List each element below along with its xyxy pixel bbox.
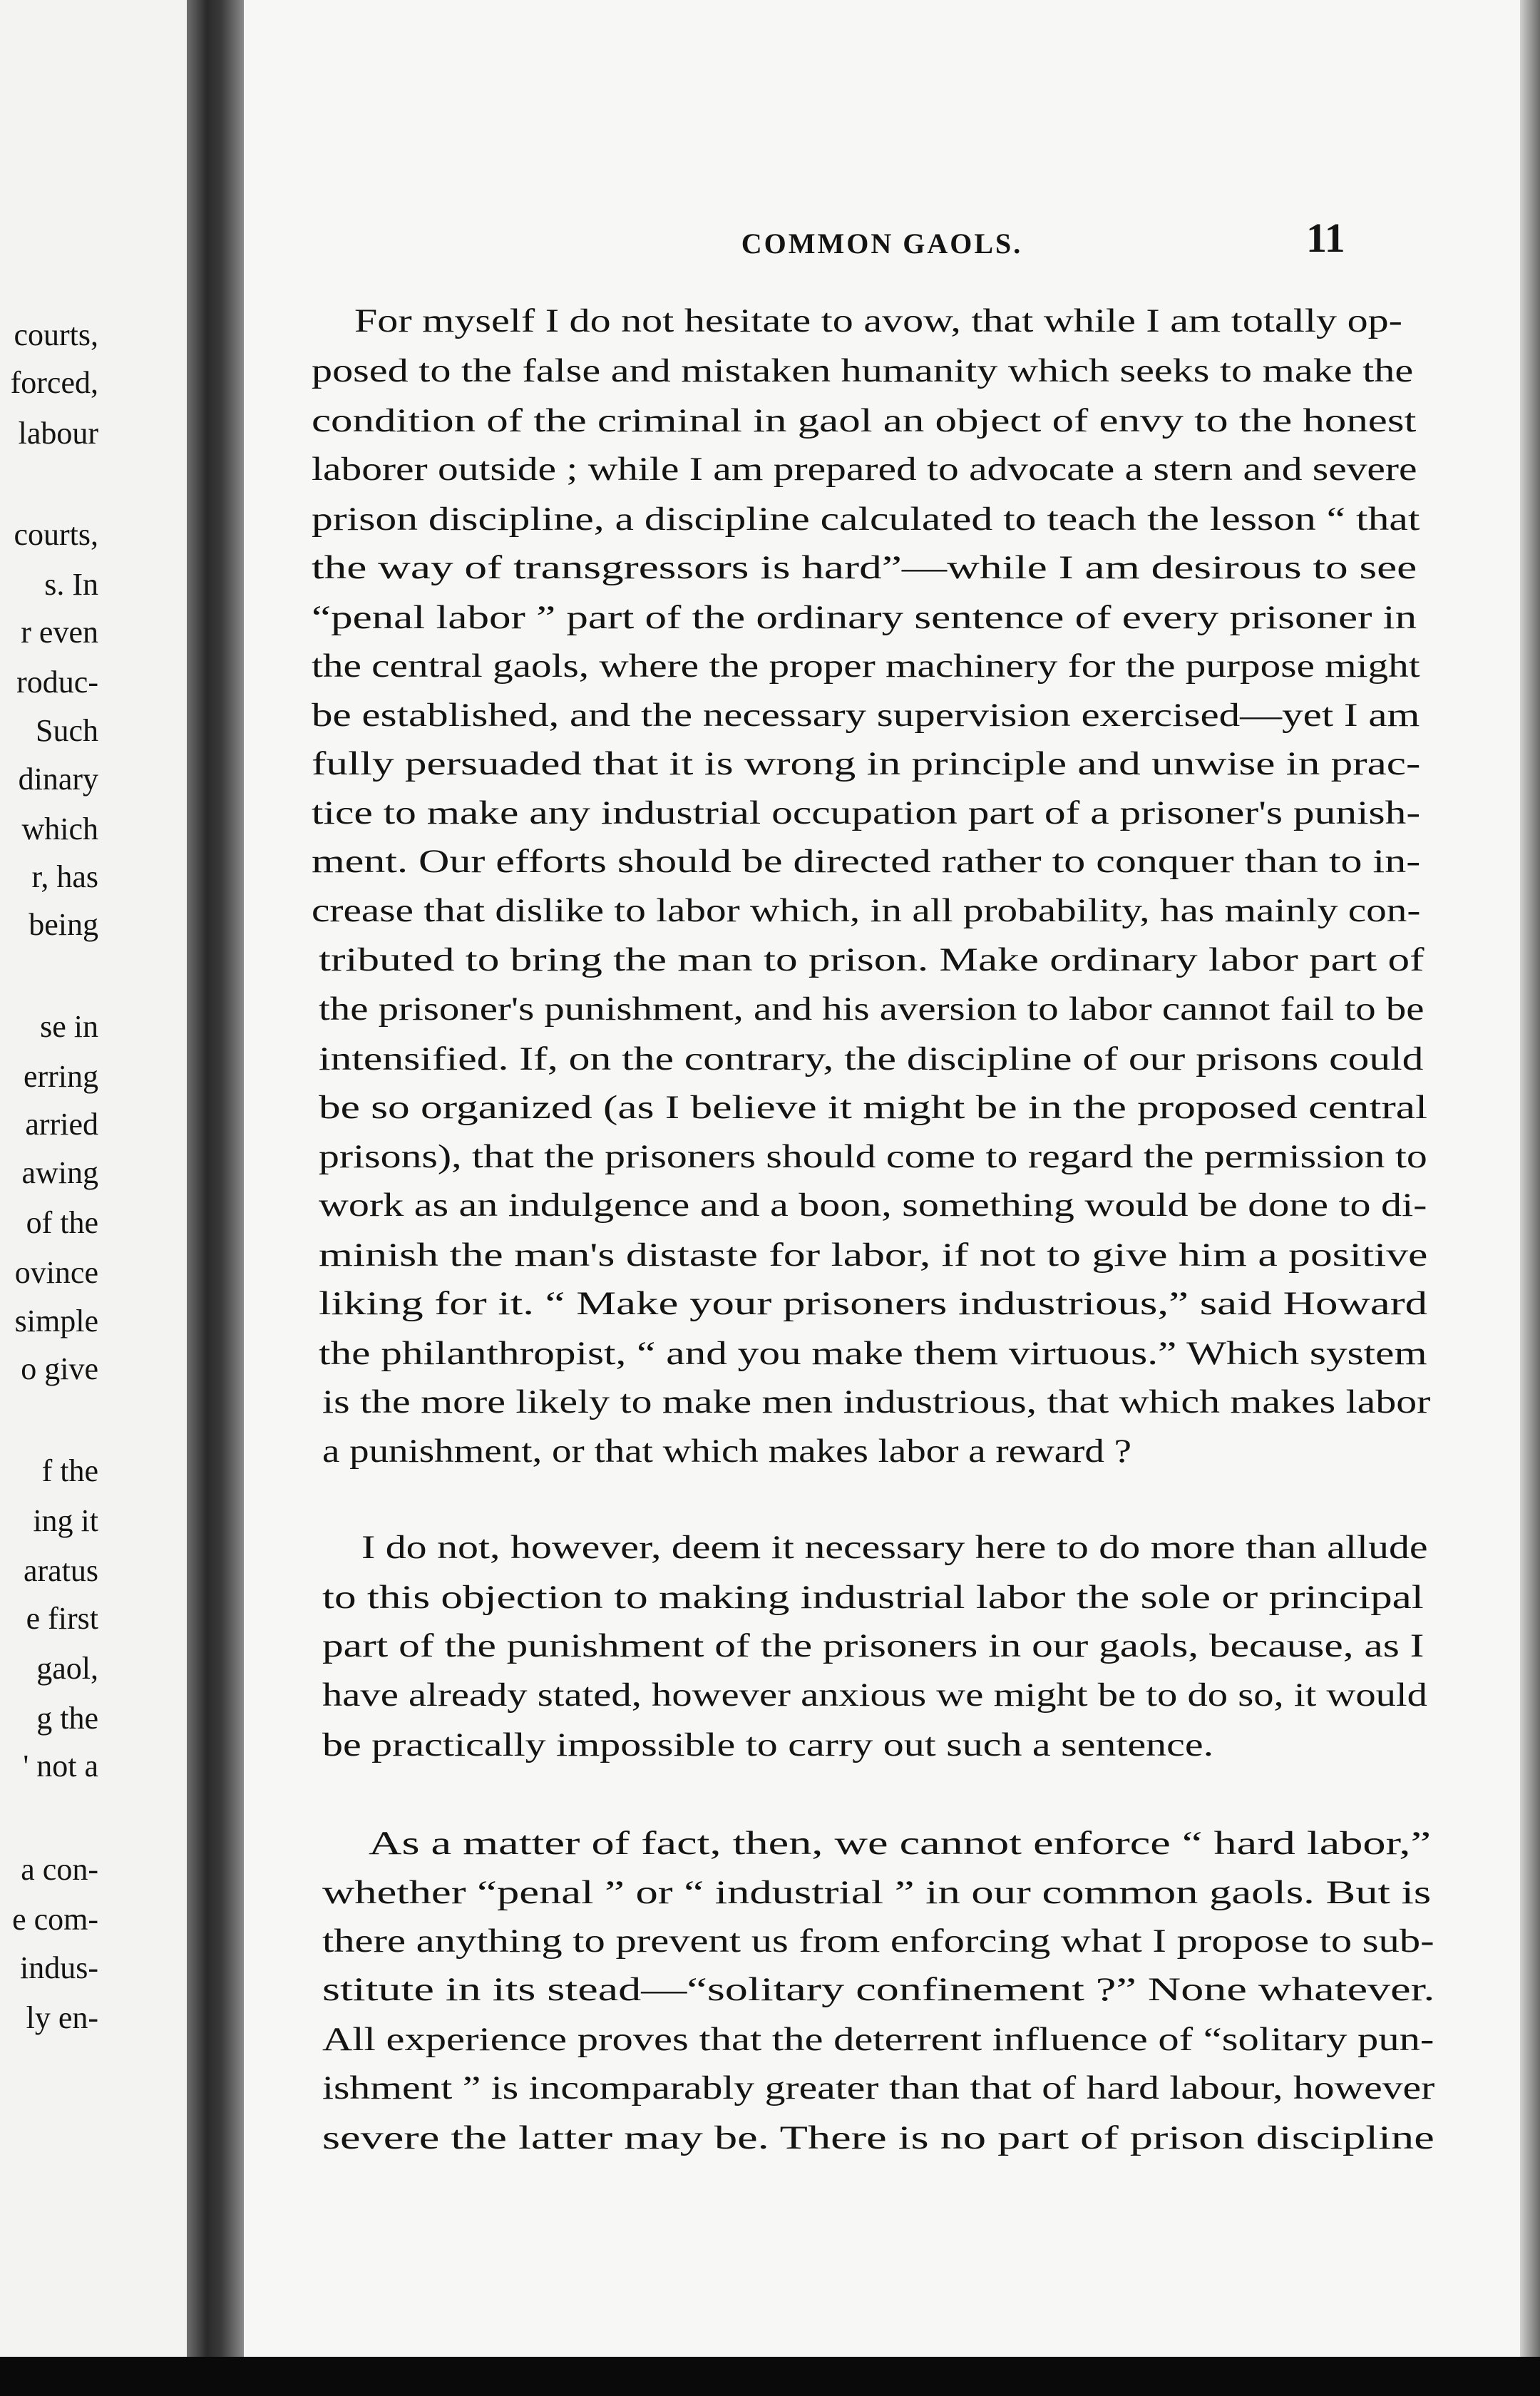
left-text-fragment: erring bbox=[23, 1059, 98, 1094]
book-gutter bbox=[187, 0, 244, 2357]
left-text-fragment: aratus bbox=[23, 1553, 98, 1588]
right-page bbox=[244, 0, 1520, 2357]
text-line: laborer outside ; while I am prepared to advocate a stern and severe bbox=[312, 451, 1417, 488]
left-text-fragment: simple bbox=[14, 1304, 98, 1338]
left-text-fragment: r, has bbox=[31, 859, 98, 894]
text-line: to this objection to making industrial labor the sole or principal bbox=[322, 1579, 1424, 1616]
left-text-fragment: a con- bbox=[21, 1852, 98, 1887]
text-line: posed to the false and mistaken humanity which seeks to make the bbox=[312, 352, 1414, 389]
left-text-fragment: being bbox=[29, 907, 98, 942]
left-text-fragment: e com- bbox=[12, 1902, 98, 1937]
text-line: the philanthropist, “ and you make them virtuous.” Which system bbox=[319, 1335, 1427, 1372]
left-text-fragment: f the bbox=[41, 1453, 98, 1488]
page-number: 11 bbox=[1306, 215, 1345, 261]
left-text-fragment: which bbox=[21, 812, 98, 846]
text-line: stitute in its stead—“solitary confinement ?” None whatever. bbox=[322, 1971, 1435, 2008]
left-text-fragment: ing it bbox=[33, 1503, 98, 1538]
text-line: be established, and the necessary supervision exercised—yet I am bbox=[312, 697, 1420, 734]
left-text-fragment: s. In bbox=[44, 567, 98, 602]
left-text-fragment: forced, bbox=[10, 365, 98, 400]
left-text-fragment: awing bbox=[21, 1155, 98, 1190]
left-text-fragment: of the bbox=[26, 1205, 98, 1240]
text-line: is the more likely to make men industrious, that which makes labor bbox=[322, 1383, 1431, 1420]
left-text-fragment: indus- bbox=[20, 1950, 98, 1985]
text-line: fully persuaded that it is wrong in principle and unwise in prac- bbox=[312, 745, 1421, 782]
text-line: be so organized (as I believe it might be in the proposed central bbox=[319, 1089, 1428, 1126]
left-text-fragment: courts, bbox=[14, 517, 98, 552]
text-line: tice to make any industrial occupation part of a prisoner's punish- bbox=[312, 794, 1421, 831]
left-text-fragment: ' not a bbox=[23, 1749, 98, 1783]
left-text-fragment: roduc- bbox=[16, 665, 98, 700]
text-line: intensified. If, on the contrary, the discipline of our prisons could bbox=[319, 1040, 1424, 1077]
text-line: For myself I do not hesitate to avow, that while I am totally op- bbox=[354, 302, 1402, 339]
text-line: prison discipline, a discipline calculated to teach the lesson “ that bbox=[312, 501, 1420, 538]
text-line: there anything to prevent us from enforcing what I propose to sub- bbox=[322, 1923, 1434, 1960]
left-text-fragment: o give bbox=[21, 1351, 98, 1386]
text-line: be practically impossible to carry out such a sentence. bbox=[322, 1726, 1214, 1763]
text-line: “penal labor ” part of the ordinary sentence of every prisoner in bbox=[312, 599, 1417, 636]
text-line: minish the man's distaste for labor, if not to give him a positive bbox=[319, 1237, 1428, 1274]
left-text-fragment: courts, bbox=[14, 317, 98, 352]
text-line: the way of transgressors is hard”—while I am desirous to see bbox=[312, 549, 1417, 586]
scan-border bbox=[0, 2357, 1540, 2396]
left-text-fragment: labour bbox=[18, 416, 98, 451]
text-line: tributed to bring the man to prison. Make ordinary labor part of bbox=[319, 941, 1424, 978]
left-text-fragment: gaol, bbox=[36, 1651, 98, 1686]
left-text-fragment: ovince bbox=[14, 1255, 98, 1290]
text-line: prisons), that the prisoners should come to regard the permission to bbox=[319, 1138, 1427, 1175]
text-line: All experience proves that the deterrent influence of “solitary pun- bbox=[322, 2021, 1434, 2058]
text-line: the prisoner's punishment, and his aversion to labor cannot fail to be bbox=[319, 990, 1424, 1028]
text-line: severe the latter may be. There is no part of prison discipline bbox=[322, 2119, 1434, 2156]
page-edge bbox=[1520, 0, 1540, 2357]
left-text-fragment: Such bbox=[36, 713, 98, 748]
text-line: have already stated, however anxious we might be to do so, it would bbox=[322, 1676, 1427, 1714]
text-line: part of the punishment of the prisoners in our gaols, because, as I bbox=[322, 1627, 1424, 1664]
left-page-fragment bbox=[0, 0, 187, 2357]
left-text-fragment: r even bbox=[21, 615, 98, 650]
text-line: work as an indulgence and a boon, something would be done to di- bbox=[319, 1187, 1427, 1224]
text-line: I do not, however, deem it necessary here to do more than allude bbox=[361, 1529, 1428, 1566]
left-text-fragment: se in bbox=[40, 1009, 98, 1044]
text-line: condition of the criminal in gaol an object of envy to the honest bbox=[312, 402, 1417, 439]
left-text-fragment: e first bbox=[26, 1601, 98, 1636]
left-text-fragment: arried bbox=[25, 1107, 98, 1142]
left-text-fragment: g the bbox=[36, 1701, 98, 1736]
left-text-fragment: ly en- bbox=[26, 2000, 98, 2035]
text-line: a punishment, or that which makes labor a reward ? bbox=[322, 1433, 1132, 1470]
running-head: COMMON GAOLS. bbox=[741, 227, 1023, 260]
text-line: As a matter of fact, then, we cannot enforce “ hard labor,” bbox=[369, 1825, 1432, 1862]
text-line: the central gaols, where the proper machinery for the purpose might bbox=[312, 647, 1420, 685]
text-line: ishment ” is incomparably greater than that of hard labour, however bbox=[322, 2069, 1435, 2106]
text-line: whether “penal ” or “ industrial ” in our common gaols. But is bbox=[322, 1874, 1432, 1911]
text-line: liking for it. “ Make your prisoners industrious,” said Howard bbox=[319, 1285, 1428, 1322]
text-line: crease that dislike to labor which, in all probability, has mainly con- bbox=[312, 892, 1421, 929]
text-line: ment. Our efforts should be directed rather to conquer than to in- bbox=[312, 843, 1421, 880]
left-text-fragment: dinary bbox=[18, 762, 98, 797]
